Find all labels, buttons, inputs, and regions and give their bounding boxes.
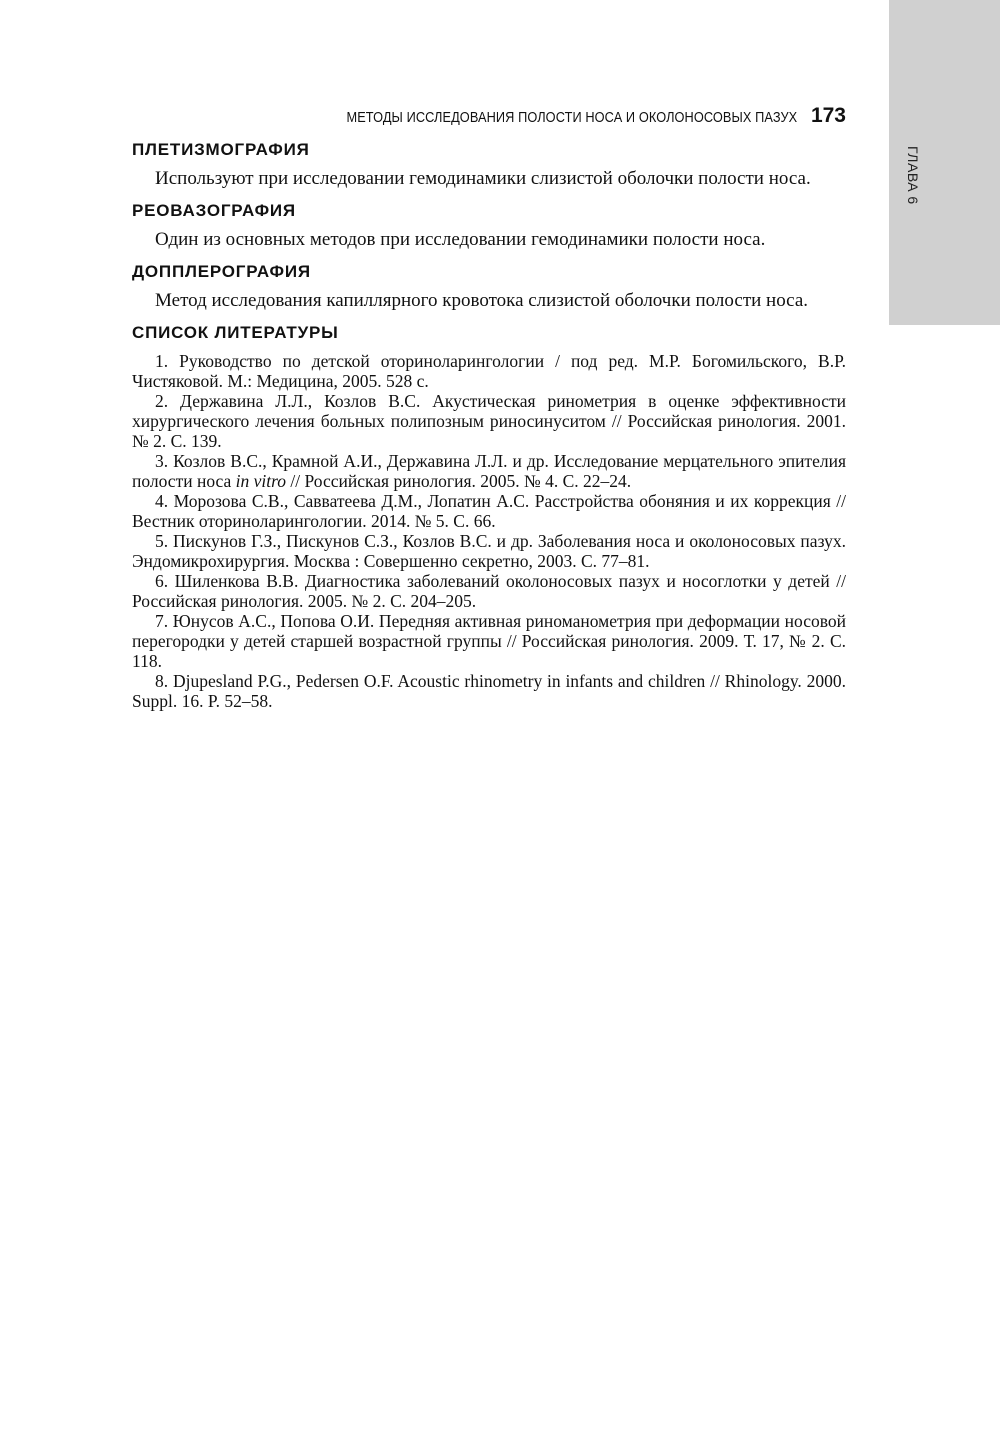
reference-list <box>132 351 846 711</box>
section-rheovasography <box>132 199 846 250</box>
section-paragraph: Используют при исследовании гемодинамики слизистой оболочки полости носа. <box>155 168 811 189</box>
references-section <box>132 321 846 711</box>
section-plethysmography <box>132 138 846 189</box>
reference-text: // Российская ринология. 2005. № 4. С. 22–24. <box>286 471 632 491</box>
page-number: 173 <box>810 104 846 127</box>
reference-item <box>132 451 846 491</box>
section-dopplerography <box>132 260 846 311</box>
section-paragraph: Один из основных методов при исследовании гемодинамики полости носа. <box>155 229 766 250</box>
reference-item: 8. Djupesland P.G., Pedersen O.F. Acoustic rhinometry in infants and children // Rhinology. 2000. Suppl. 16. P. 52–58. <box>132 671 846 711</box>
reference-item: 6. Шиленкова В.В. Диагностика заболеваний околоносовых пазух и носоглотки у детей // Российская ринология. 2005. № 2. С. 204–205. <box>132 571 846 611</box>
section-paragraph: Метод исследования капиллярного кровотока слизистой оболочки полости носа. <box>155 290 809 311</box>
section-heading: ПЛЕТИЗМОГРАФИЯ <box>132 140 310 159</box>
page-content <box>132 138 846 711</box>
running-header <box>132 104 846 128</box>
references-heading: СПИСОК ЛИТЕРАТУРЫ <box>132 323 339 342</box>
reference-item: 5. Пискунов Г.З., Пискунов С.З., Козлов В.С. и др. Заболевания носа и околоносовых пазух. Эндомикрохирургия. Москва : Совершенно секретно, 2003. С. 77–81. <box>132 531 846 571</box>
section-heading: ДОППЛЕРОГРАФИЯ <box>132 262 311 281</box>
reference-item: 1. Руководство по детской оториноларингологии / под ред. М.Р. Богомильского, В.Р. Чистяковой. М.: Медицина, 2005. 528 с. <box>132 351 846 391</box>
section-heading: РЕОВАЗОГРАФИЯ <box>132 201 296 220</box>
reference-text: 3. Козлов В.С., Крамной А.И., Державина Л.Л. и др. Исследование мерцательного эпителия полости носа <box>132 451 846 491</box>
reference-italic: in vitro <box>235 471 287 491</box>
running-title: МЕТОДЫ ИССЛЕДОВАНИЯ ПОЛОСТИ НОСА И ОКОЛОНОСОВЫХ ПАЗУХ <box>346 110 797 126</box>
reference-item: 2. Державина Л.Л., Козлов В.С. Акустическая ринометрия в оценке эффективности хирургического лечения больных полипозным риносинуситом // Российская ринология. 2001. № 2. С. 139. <box>132 391 846 451</box>
reference-item: 4. Морозова С.В., Савватеева Д.М., Лопатин А.С. Расстройства обоняния и их коррекция // Вестник оториноларингологии. 2014. № 5. С. 66. <box>132 491 846 531</box>
reference-item: 7. Юнусов А.С., Попова О.И. Передняя активная риноманометрия при деформации носовой перегородки у детей старшей возрастной группы // Российская ринология. 2009. Т. 17, № 2. С. 118. <box>132 611 846 671</box>
chapter-tab-label: ГЛАВА 6 <box>905 146 921 205</box>
